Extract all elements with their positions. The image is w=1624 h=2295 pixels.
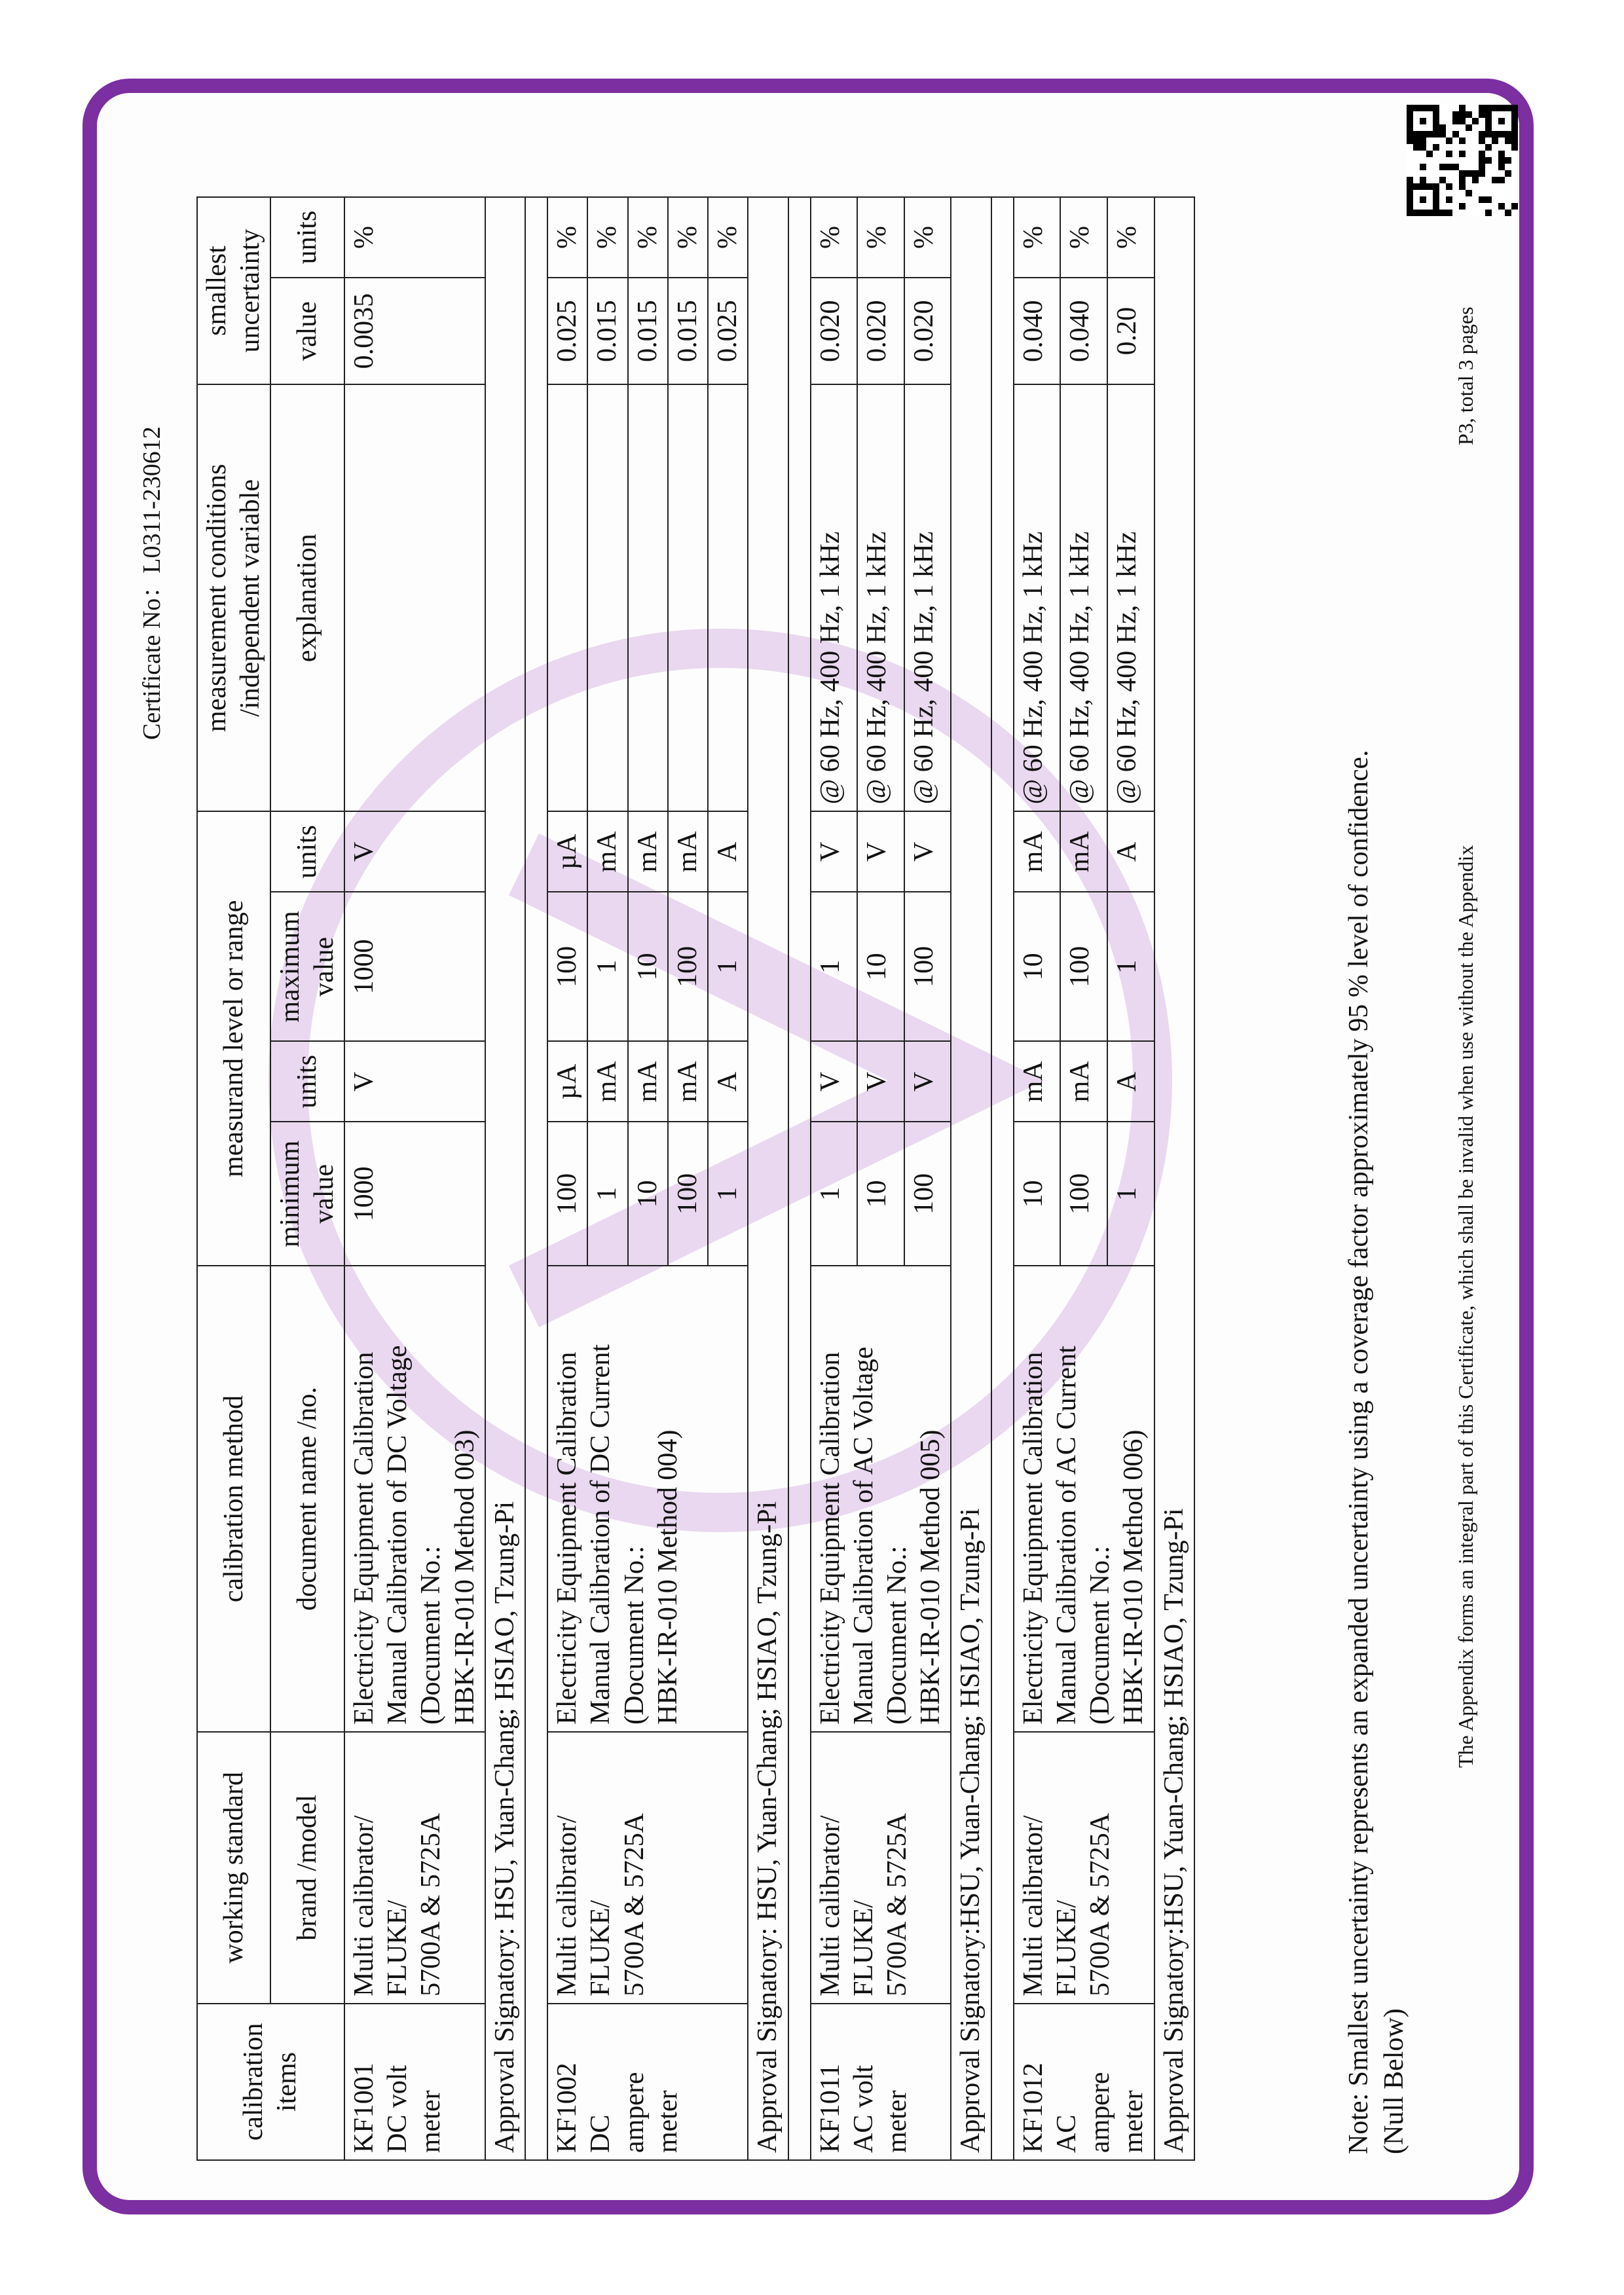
maximum-value: 100	[668, 892, 708, 1041]
uncertainty-units: %	[1107, 197, 1154, 278]
minimum-value: 10	[857, 1122, 904, 1266]
calibration-method: Electricity Equipment Calibration Manual Calibration of DC Current (Document No.: HBK-IR-010 Method 004)	[547, 1266, 748, 1732]
max-units: µA	[547, 811, 587, 892]
header-value: value	[270, 278, 344, 384]
qr-module	[1498, 177, 1505, 183]
spacer-row	[991, 197, 1014, 2160]
spacer-cell	[525, 197, 547, 2160]
qr-module	[1511, 111, 1518, 118]
qr-module	[1492, 177, 1498, 183]
maximum-value: 10	[1014, 892, 1061, 1041]
explanation: @ 60 Hz, 400 Hz, 1 kHz	[1014, 384, 1061, 811]
qr-module	[1505, 131, 1511, 138]
calibration-method: Electricity Equipment Calibration Manual Calibration of AC Current (Document No.: HBK-IR-010 Method 006)	[1014, 1266, 1154, 1732]
rotated-appendix-content	[111, 0, 1486, 2161]
maximum-value: 1	[708, 892, 748, 1041]
explanation	[708, 384, 748, 811]
minimum-value: 1000	[344, 1122, 485, 1266]
minimum-value: 100	[547, 1122, 587, 1266]
calibration-method: Electricity Equipment Calibration Manual Calibration of DC Voltage (Document No.: HBK-IR-010 Method 003)	[344, 1266, 485, 1732]
uncertainty-units: %	[1014, 197, 1061, 278]
calibration-item: KF1011 AC volt meter	[811, 2004, 951, 2160]
working-standard: Multi calibrator/ FLUKE/ 5700A & 5725A	[811, 1732, 951, 2004]
uncertainty-value: 0.020	[811, 278, 858, 384]
uncertainty-units: %	[547, 197, 587, 278]
header-working-standard: working standard	[197, 1732, 270, 2004]
explanation: @ 60 Hz, 400 Hz, 1 kHz	[904, 384, 951, 811]
uncertainty-value: 0.015	[628, 278, 668, 384]
approval-signatory: Approval Signatory: HSU, Yuan-Chang; HSIAO, Tzung-Pi	[485, 197, 525, 2160]
explanation	[628, 384, 668, 811]
max-units: V	[811, 811, 858, 892]
minimum-value: 100	[668, 1122, 708, 1266]
max-units: A	[708, 811, 748, 892]
header-unc-units: units	[270, 197, 344, 278]
minimum-value: 1	[811, 1122, 858, 1266]
calibration-item: KF1001 DC volt meter	[344, 2004, 485, 2160]
header-measurand: measurand level or range	[197, 811, 270, 1266]
qr-module	[1505, 170, 1511, 177]
signatory-row	[748, 197, 788, 2160]
maximum-value: 100	[1060, 892, 1107, 1041]
header-document-name: document name /no.	[270, 1266, 344, 1732]
qr-module	[1511, 124, 1518, 131]
min-units: mA	[587, 1041, 627, 1122]
max-units: mA	[1014, 811, 1061, 892]
working-standard: Multi calibrator/ FLUKE/ 5700A & 5725A	[547, 1732, 748, 2004]
uncertainty-value: 0.040	[1014, 278, 1061, 384]
header-brand-model: brand /model	[270, 1732, 344, 2004]
uncertainty-value: 0.015	[587, 278, 627, 384]
approval-signatory: Approval Signatory:HSU, Yuan-Chang; HSIAO, Tzung-Pi	[951, 197, 991, 2160]
min-units: mA	[628, 1041, 668, 1122]
approval-signatory: Approval Signatory: HSU, Yuan-Chang; HSIAO, Tzung-Pi	[748, 197, 788, 2160]
min-units: V	[811, 1041, 858, 1122]
header-maximum-value: maximum value	[270, 892, 344, 1041]
qr-module	[1505, 157, 1511, 164]
calibration-item: KF1002 DC ampere meter	[547, 2004, 748, 2160]
working-standard: Multi calibrator/ FLUKE/ 5700A & 5725A	[1014, 1732, 1154, 2004]
min-units: V	[344, 1041, 485, 1122]
uncertainty-value: 0.025	[708, 278, 748, 384]
max-units: mA	[668, 811, 708, 892]
qr-module	[1498, 164, 1505, 170]
min-units: V	[857, 1041, 904, 1122]
uncertainty-units: %	[668, 197, 708, 278]
uncertainty-value: 0.020	[857, 278, 904, 384]
uncertainty-units: %	[708, 197, 748, 278]
header-uncertainty: smallest uncertainty	[197, 197, 270, 384]
uncertainty-value: 0.0035	[344, 278, 485, 384]
header-explanation: explanation	[270, 384, 344, 811]
minimum-value: 1	[708, 1122, 748, 1266]
uncertainty-units: %	[904, 197, 951, 278]
explanation	[587, 384, 627, 811]
calibration-table	[196, 196, 1195, 2161]
uncertainty-note: Note: Smallest uncertainty represents an expanded uncertainty using a coverage factor approximately 95 % level of confidence.	[1344, 750, 1374, 2154]
uncertainty-units: %	[628, 197, 668, 278]
max-units: V	[857, 811, 904, 892]
signatory-row	[951, 197, 991, 2160]
qr-module	[1492, 131, 1498, 138]
min-units: A	[1107, 1041, 1154, 1122]
table-row	[811, 197, 858, 2160]
table-row	[1014, 197, 1061, 2160]
approval-signatory: Approval Signatory:HSU, Yuan-Chang; HSIAO, Tzung-Pi	[1154, 197, 1194, 2160]
min-units: mA	[668, 1041, 708, 1122]
max-units: V	[344, 811, 485, 892]
table-row	[344, 197, 485, 2160]
working-standard: Multi calibrator/ FLUKE/ 5700A & 5725A	[344, 1732, 485, 2004]
header-calibration-method: calibration method	[197, 1266, 270, 1732]
qr-module	[1498, 131, 1505, 138]
max-units: mA	[587, 811, 627, 892]
min-units: µA	[547, 1041, 587, 1122]
qr-module	[1505, 138, 1511, 144]
minimum-value: 100	[1060, 1122, 1107, 1266]
header-max-units: units	[270, 811, 344, 892]
maximum-value: 100	[904, 892, 951, 1041]
uncertainty-units: %	[857, 197, 904, 278]
minimum-value: 10	[628, 1122, 668, 1266]
qr-module	[1505, 105, 1511, 111]
header-minimum-value: minimum value	[270, 1122, 344, 1266]
calibration-method: Electricity Equipment Calibration Manual Calibration of AC Voltage (Document No.: HBK-IR-010 Method 005)	[811, 1266, 951, 1732]
uncertainty-value: 0.20	[1107, 278, 1154, 384]
qr-module	[1498, 151, 1505, 157]
explanation: @ 60 Hz, 400 Hz, 1 kHz	[1107, 384, 1154, 811]
explanation	[668, 384, 708, 811]
min-units: V	[904, 1041, 951, 1122]
maximum-value: 100	[547, 892, 587, 1041]
qr-module	[1492, 105, 1498, 111]
qr-module	[1498, 118, 1505, 124]
maximum-value: 1	[587, 892, 627, 1041]
min-units: mA	[1014, 1041, 1061, 1122]
spacer-cell	[991, 197, 1014, 2160]
table-row	[547, 197, 587, 2160]
spacer-row	[788, 197, 811, 2160]
uncertainty-units: %	[587, 197, 627, 278]
qr-module	[1505, 210, 1511, 216]
spacer-cell	[788, 197, 811, 2160]
qr-module	[1511, 118, 1518, 124]
header-min-units: units	[270, 1041, 344, 1122]
calibration-item: KF1012 AC ampere meter	[1014, 2004, 1154, 2160]
minimum-value: 1	[587, 1122, 627, 1266]
explanation: @ 60 Hz, 400 Hz, 1 kHz	[811, 384, 858, 811]
certificate-number: Certificate No：L0311-230612	[138, 426, 166, 740]
signatory-row	[1154, 197, 1194, 2160]
qr-module	[1511, 203, 1518, 210]
uncertainty-value: 0.015	[668, 278, 708, 384]
null-below: (Null Below)	[1379, 2008, 1409, 2154]
page-number: P3, total 3 pages	[1454, 306, 1477, 445]
uncertainty-value: 0.025	[547, 278, 587, 384]
appendix-footer: The Appendix forms an integral part of this Certificate, which shall be invalid when use without the Appendix	[1454, 845, 1477, 1768]
spacer-row	[525, 197, 547, 2160]
uncertainty-value: 0.020	[904, 278, 951, 384]
minimum-value: 10	[1014, 1122, 1061, 1266]
explanation	[344, 384, 485, 811]
explanation	[547, 384, 587, 811]
qr-module	[1498, 157, 1505, 164]
signatory-row	[485, 197, 525, 2160]
uncertainty-units: %	[811, 197, 858, 278]
minimum-value: 100	[904, 1122, 951, 1266]
max-units: mA	[1060, 811, 1107, 892]
uncertainty-value: 0.040	[1060, 278, 1107, 384]
minimum-value: 1	[1107, 1122, 1154, 1266]
header-calibration-items: calibration items	[197, 2004, 344, 2160]
qr-module	[1492, 138, 1498, 144]
qr-module	[1498, 203, 1505, 210]
explanation: @ 60 Hz, 400 Hz, 1 kHz	[857, 384, 904, 811]
min-units: mA	[1060, 1041, 1107, 1122]
qr-module	[1498, 105, 1505, 111]
maximum-value: 10	[857, 892, 904, 1041]
maximum-value: 1	[811, 892, 858, 1041]
maximum-value: 1	[1107, 892, 1154, 1041]
header-conditions: measurement conditions /independent variable	[197, 384, 270, 811]
min-units: A	[708, 1041, 748, 1122]
maximum-value: 10	[628, 892, 668, 1041]
max-units: A	[1107, 811, 1154, 892]
maximum-value: 1000	[344, 892, 485, 1041]
max-units: mA	[628, 811, 668, 892]
qr-module	[1511, 138, 1518, 144]
qr-module	[1511, 131, 1518, 138]
qr-module	[1511, 105, 1518, 111]
qr-module	[1511, 144, 1518, 151]
max-units: V	[904, 811, 951, 892]
uncertainty-units: %	[344, 197, 485, 278]
explanation: @ 60 Hz, 400 Hz, 1 kHz	[1060, 384, 1107, 811]
uncertainty-units: %	[1060, 197, 1107, 278]
